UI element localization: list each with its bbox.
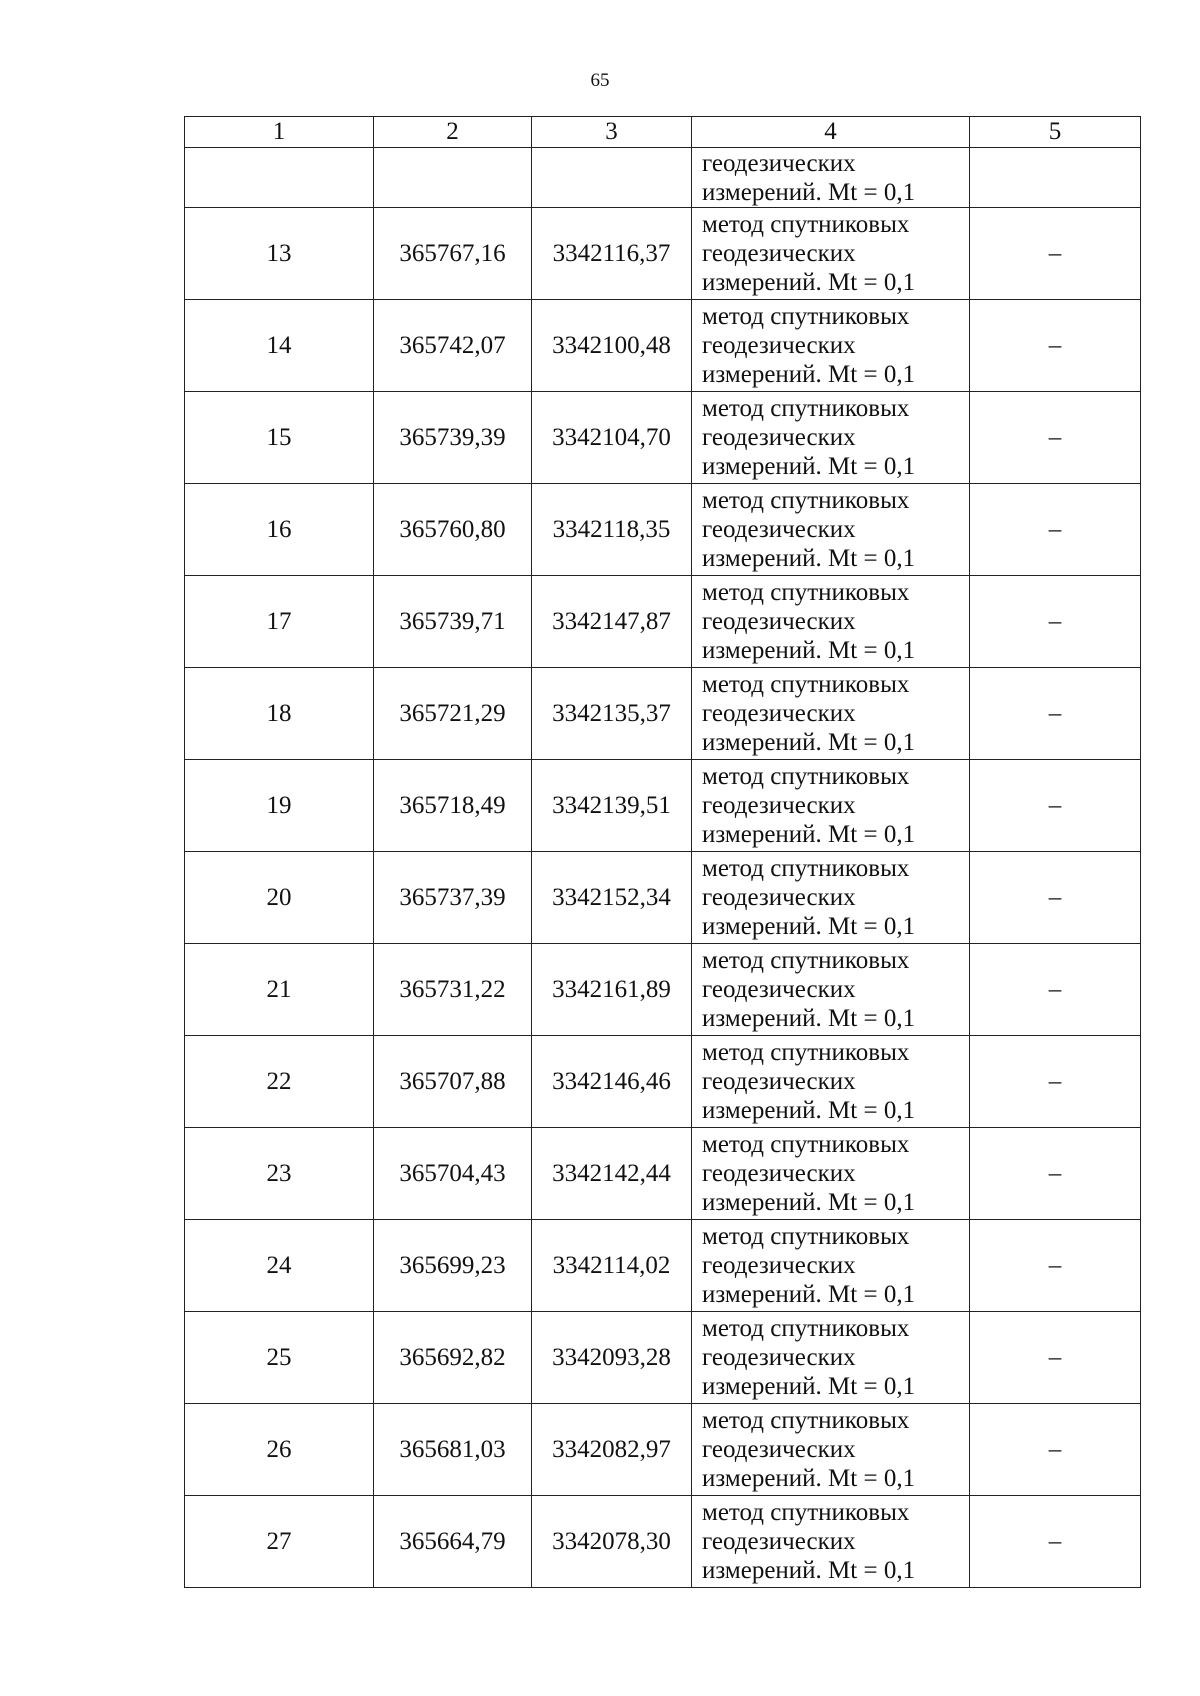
cell-y: 3342114,02 — [532, 1220, 692, 1312]
table-row — [185, 1404, 1141, 1496]
cell-col5: – — [970, 668, 1141, 760]
header-col-3: 3 — [532, 117, 692, 148]
cell-col5: – — [970, 576, 1141, 668]
cell-method — [692, 576, 970, 668]
continuation-row — [185, 148, 1141, 208]
cell-y: 3342118,35 — [532, 484, 692, 576]
cell-point-number: 15 — [185, 392, 374, 484]
method-line: метод спутниковых — [702, 1223, 910, 1250]
cell-col5: – — [970, 300, 1141, 392]
cell-point-number: 26 — [185, 1404, 374, 1496]
table-row — [185, 484, 1141, 576]
header-col-2: 2 — [374, 117, 532, 148]
cell-col5 — [970, 148, 1141, 208]
method-line: метод спутниковых — [702, 1315, 910, 1342]
method-line: измерений. Mt = 0,1 — [702, 821, 916, 848]
method-line: измерений. Mt = 0,1 — [702, 1097, 916, 1124]
method-line: метод спутниковых — [702, 671, 910, 698]
cell-x: 365742,07 — [374, 300, 532, 392]
cell-col5: – — [970, 1128, 1141, 1220]
cell-point-number — [185, 148, 374, 208]
method-line: метод спутниковых — [702, 855, 910, 882]
cell-x: 365681,03 — [374, 1404, 532, 1496]
cell-y: 3342152,34 — [532, 852, 692, 944]
cell-y: 3342100,48 — [532, 300, 692, 392]
cell-x: 365699,23 — [374, 1220, 532, 1312]
cell-point-number: 22 — [185, 1036, 374, 1128]
cell-point-number: 13 — [185, 208, 374, 300]
cell-y: 3342082,97 — [532, 1404, 692, 1496]
method-line: геодезических — [702, 149, 856, 177]
method-line: геодезических — [702, 1528, 856, 1555]
table-row — [185, 1220, 1141, 1312]
method-line: геодезических — [702, 792, 856, 819]
method-line: геодезических — [702, 884, 856, 911]
table-row — [185, 300, 1141, 392]
cell-point-number: 23 — [185, 1128, 374, 1220]
cell-point-number: 14 — [185, 300, 374, 392]
method-line: геодезических — [702, 332, 856, 359]
method-line: измерений. Mt = 0,1 — [702, 545, 916, 572]
cell-point-number: 18 — [185, 668, 374, 760]
cell-col5: – — [970, 1312, 1141, 1404]
coordinates-table — [184, 116, 1141, 1588]
method-line: измерений. Mt = 0,1 — [702, 637, 916, 664]
header-col-4: 4 — [692, 117, 970, 148]
cell-method — [692, 668, 970, 760]
cell-y: 3342147,87 — [532, 576, 692, 668]
method-line: геодезических — [702, 1344, 856, 1371]
method-line: геодезических — [702, 424, 856, 451]
table-row — [185, 1128, 1141, 1220]
table-row — [185, 668, 1141, 760]
method-line: измерений. Mt = 0,1 — [702, 1557, 916, 1584]
cell-x: 365704,43 — [374, 1128, 532, 1220]
cell-col5: – — [970, 852, 1141, 944]
cell-col5: – — [970, 760, 1141, 852]
cell-col5: – — [970, 944, 1141, 1036]
method-line: метод спутниковых — [702, 763, 910, 790]
method-line: измерений. Mt = 0,1 — [702, 1281, 916, 1308]
method-line: геодезических — [702, 516, 856, 543]
method-line: метод спутниковых — [702, 395, 910, 422]
method-line: измерений. Mt = 0,1 — [702, 1465, 916, 1492]
cell-method — [692, 1404, 970, 1496]
cell-method — [692, 1128, 970, 1220]
cell-point-number: 16 — [185, 484, 374, 576]
cell-point-number: 19 — [185, 760, 374, 852]
header-col-5: 5 — [970, 117, 1141, 148]
cell-x: 365692,82 — [374, 1312, 532, 1404]
cell-y: 3342078,30 — [532, 1496, 692, 1588]
cell-col5: – — [970, 392, 1141, 484]
cell-col5: – — [970, 208, 1141, 300]
method-line: геодезических — [702, 1068, 856, 1095]
cell-x: 365737,39 — [374, 852, 532, 944]
method-line: измерений. Mt = 0,1 — [702, 729, 916, 756]
method-line: геодезических — [702, 1436, 856, 1463]
table-row — [185, 944, 1141, 1036]
method-line: метод спутниковых — [702, 947, 910, 974]
cell-y: 3342135,37 — [532, 668, 692, 760]
cell-point-number: 25 — [185, 1312, 374, 1404]
cell-y: 3342116,37 — [532, 208, 692, 300]
cell-method — [692, 760, 970, 852]
cell-method — [692, 392, 970, 484]
method-line: измерений. Mt = 0,1 — [702, 361, 916, 388]
cell-x: 365760,80 — [374, 484, 532, 576]
cell-col5: – — [970, 1404, 1141, 1496]
method-line: метод спутниковых — [702, 579, 910, 606]
cell-method — [692, 944, 970, 1036]
method-line: измерений. Mt = 0,1 — [702, 178, 916, 206]
method-line: геодезических — [702, 1252, 856, 1279]
cell-method — [692, 484, 970, 576]
cell-x: 365739,39 — [374, 392, 532, 484]
cell-method — [692, 1036, 970, 1128]
cell-method — [692, 300, 970, 392]
method-line: метод спутниковых — [702, 303, 910, 330]
table-row — [185, 1312, 1141, 1404]
cell-method — [692, 1312, 970, 1404]
cell-x: 365767,16 — [374, 208, 532, 300]
table-row — [185, 1036, 1141, 1128]
cell-method — [692, 1220, 970, 1312]
method-line: измерений. Mt = 0,1 — [702, 269, 916, 296]
cell-col5: – — [970, 484, 1141, 576]
method-line: измерений. Mt = 0,1 — [702, 1373, 916, 1400]
cell-y: 3342146,46 — [532, 1036, 692, 1128]
cell-point-number: 21 — [185, 944, 374, 1036]
cell-col5: – — [970, 1036, 1141, 1128]
table-row — [185, 208, 1141, 300]
method-line: геодезических — [702, 240, 856, 267]
method-line: метод спутниковых — [702, 1407, 910, 1434]
cell-point-number: 17 — [185, 576, 374, 668]
cell-x: 365721,29 — [374, 668, 532, 760]
method-line: измерений. Mt = 0,1 — [702, 1189, 916, 1216]
cell-y: 3342139,51 — [532, 760, 692, 852]
method-line: геодезических — [702, 976, 856, 1003]
cell-y: 3342093,28 — [532, 1312, 692, 1404]
cell-point-number: 24 — [185, 1220, 374, 1312]
table-row — [185, 392, 1141, 484]
method-line: измерений. Mt = 0,1 — [702, 1005, 916, 1032]
cell-col5: – — [970, 1220, 1141, 1312]
method-line: метод спутниковых — [702, 487, 910, 514]
cell-point-number: 27 — [185, 1496, 374, 1588]
cell-x: 365739,71 — [374, 576, 532, 668]
cell-method — [692, 208, 970, 300]
cell-point-number: 20 — [185, 852, 374, 944]
method-line: метод спутниковых — [702, 1039, 910, 1066]
cell-x: 365664,79 — [374, 1496, 532, 1588]
cell-y: 3342104,70 — [532, 392, 692, 484]
cell-method — [692, 148, 970, 208]
method-line: метод спутниковых — [702, 1131, 910, 1158]
table-row — [185, 576, 1141, 668]
method-line: геодезических — [702, 608, 856, 635]
cell-x: 365731,22 — [374, 944, 532, 1036]
cell-col5: – — [970, 1496, 1141, 1588]
cell-y: 3342161,89 — [532, 944, 692, 1036]
method-line: геодезических — [702, 1160, 856, 1187]
header-row — [185, 117, 1141, 148]
cell-x — [374, 148, 532, 208]
cell-method — [692, 1496, 970, 1588]
header-col-1: 1 — [185, 117, 374, 148]
table-row — [185, 1496, 1141, 1588]
cell-x: 365718,49 — [374, 760, 532, 852]
table-row — [185, 852, 1141, 944]
method-line: измерений. Mt = 0,1 — [702, 453, 916, 480]
cell-y: 3342142,44 — [532, 1128, 692, 1220]
page-number: 65 — [590, 70, 610, 91]
cell-y — [532, 148, 692, 208]
cell-method — [692, 852, 970, 944]
method-line: метод спутниковых — [702, 211, 910, 238]
table-row — [185, 760, 1141, 852]
method-line: геодезических — [702, 700, 856, 727]
method-line: метод спутниковых — [702, 1499, 910, 1526]
method-line: измерений. Mt = 0,1 — [702, 913, 916, 940]
cell-x: 365707,88 — [374, 1036, 532, 1128]
